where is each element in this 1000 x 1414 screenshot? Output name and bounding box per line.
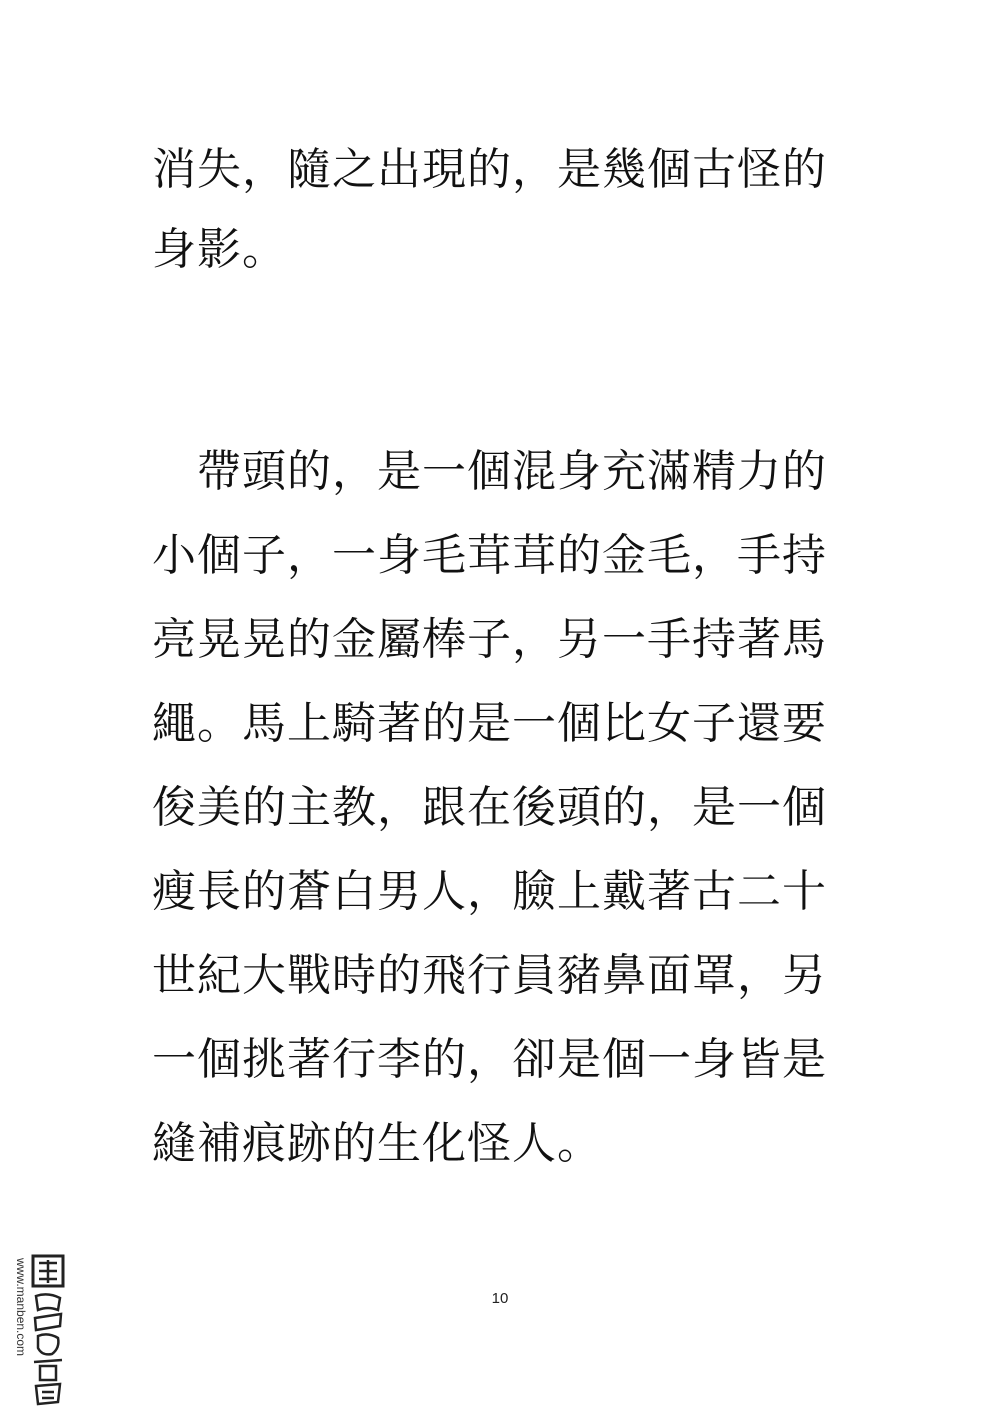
text-line: 帶頭的，是一個混身充滿精力的 [152,446,827,497]
text-line: 亮晃晃的金屬棒子，另一手持著馬 [152,614,827,665]
text-line: 一個挑著行李的，卻是個一身皆是 [152,1034,827,1085]
text-line: 身影。 [152,224,287,275]
watermark-logo-icon [30,1252,66,1408]
text-line: 瘦長的蒼白男人，臉上戴著古二十 [152,866,827,917]
text-line: 縫補痕跡的生化怪人。 [152,1118,602,1169]
paragraph-2 [152,446,852,1206]
text-line: 繩。馬上騎著的是一個比女子還要 [152,698,827,749]
text-line: 俊美的主教，跟在後頭的，是一個 [152,782,827,833]
text-line: 小個子，一身毛茸茸的金毛，手持 [152,530,827,581]
page-number: 10 [491,1290,509,1307]
watermark [8,1252,66,1408]
paragraph-1 [152,144,852,308]
watermark-url: www.manben.com [14,1258,28,1357]
text-line: 世紀大戰時的飛行員豬鼻面罩，另 [152,950,827,1001]
text-line: 消失，隨之出現的，是幾個古怪的 [152,144,827,195]
